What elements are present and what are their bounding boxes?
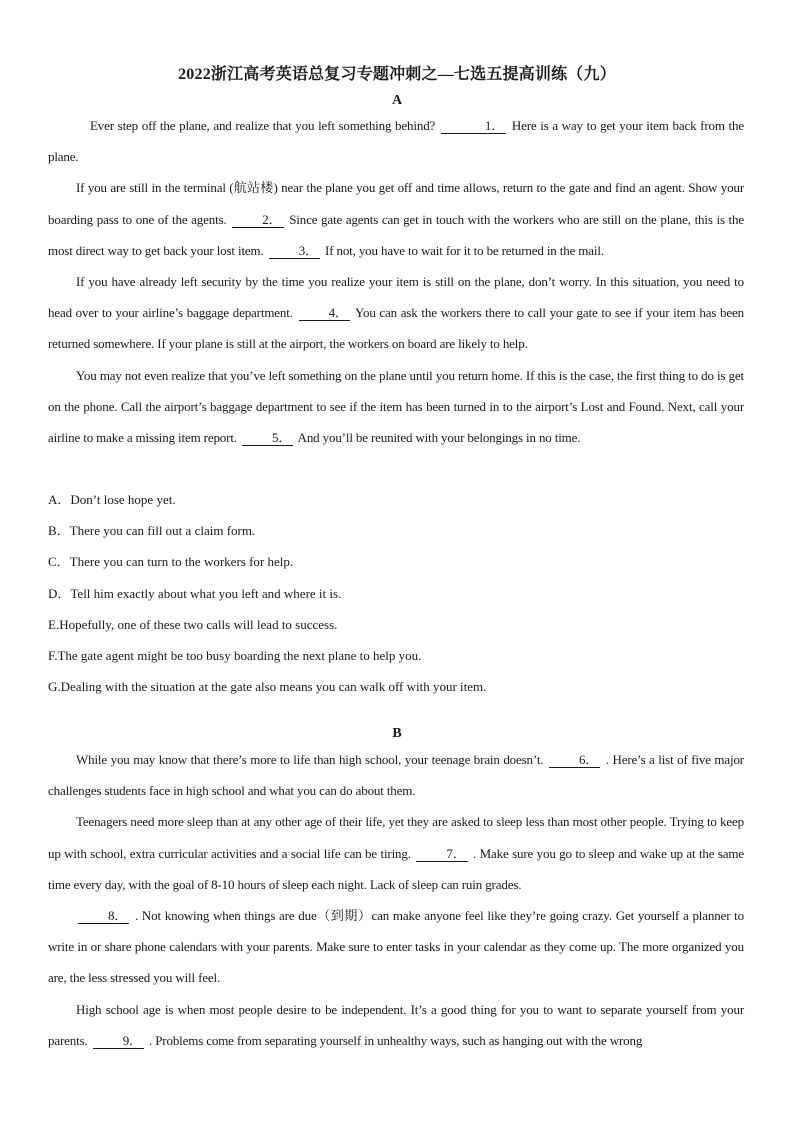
option-b: B．There you can fill out a claim form. [48,523,256,539]
paragraph-text: . Here’s a list of five major challenges students face in high school and what you can do about them. [48,752,744,799]
section-a-passage [48,110,744,453]
option-g: G.Dealing with the situation at the gate also means you can walk off with your item. [48,679,487,695]
passage-a-paragraph-1 [48,110,744,172]
passage-a-paragraph-4 [48,360,744,454]
passage-a-paragraph-2 [48,172,744,266]
answer-blank-5[interactable]: 5． [242,431,293,446]
passage-b-paragraph-1 [48,744,744,806]
paragraph-text: While you may know that there’s more to life than high school, your teenage brain doesn’t. [76,752,544,767]
section-b-label: B [392,726,402,741]
option-f: F.The gate agent might be too busy boarding the next plane to help you. [48,648,422,664]
answer-blank-1[interactable]: 1． [441,119,506,134]
passage-b-paragraph-4 [48,994,744,1056]
section-a-label: A [391,93,403,108]
paragraph-text: You may not even realize that you’ve left something on the plane until you return home. If this is the case, the first thing to do is get on the phone. Call the airport’s baggage department to see if the item has been turned in to the airport’s Lost and Found. Next, call your airline to make a missing item report. [48,367,744,446]
option-a: A．Don’t lose hope yet. [48,492,176,507]
paragraph-text: If not, you have to wait for it to be returned in the mail. [325,242,604,258]
passage-b-paragraph-3 [48,900,744,994]
answer-blank-9[interactable]: 9． [93,1034,144,1049]
paragraph-text: . Not knowing when things are due（到期）can make anyone feel like they’re going crazy. Get yourself a planner to write in or share phone calendars with your parents. Make sure to enter tasks in your calendar as they come up. The more organized you are, the less stressed you will feel. [48,908,744,986]
answer-blank-6[interactable]: 6． [549,753,600,768]
paragraph-text: And you’ll be reunited with your belongings in no time. [297,430,581,446]
paragraph-text: You can ask the workers there to call your gate to see if your item has been returned somewhere. If your plane is still at the airport, the workers on board are likely to help. [48,305,744,352]
section-b-passage [48,744,744,1056]
paragraph-text: . Make sure you go to sleep and wake up at the same time every day, with the goal of 8-10 hours of sleep each night. Lack of sleep can ruin grades. [48,845,744,892]
paragraph-text: Teenagers need more sleep than at any other age of their life, yet they are asked to sleep less than most other people. Trying to keep up with school, extra curricular activities and a social life can be tiring. [48,814,744,861]
paragraph-text: High school age is when most people desire to be independent. It’s a good thing for you to want to separate yourself from your parents. [48,1001,744,1048]
paragraph-text: Ever step off the plane, and realize that you left something behind? [90,118,436,133]
answer-blank-4[interactable]: 4． [299,306,350,321]
page-title: 2022浙江高考英语总复习专题冲刺之—七选五提高训练（九） [178,66,616,83]
passage-b-paragraph-2 [48,806,744,900]
paragraph-text: Here is a way to get your item back from the plane. [48,118,744,165]
answer-blank-7[interactable]: 7． [416,847,467,862]
answer-blank-2[interactable]: 2． [232,213,283,228]
answer-blank-8[interactable]: 8． [78,909,129,924]
passage-a-paragraph-3 [48,266,744,360]
option-c: C．There you can turn to the workers for help. [48,554,294,570]
paragraph-text: Since gate agents can get in touch with the workers who are still on the plane, this is the most direct way to get back your lost item. [48,211,744,258]
option-e: E.Hopefully, one of these two calls will lead to success. [48,616,338,632]
paragraph-text: . Problems come from separating yourself in unhealthy ways, such as hanging out with the wrong [149,1032,643,1048]
section-a-options [48,484,744,702]
paragraph-text: If you are still in the terminal (航站楼) near the plane you get off and time allows, return to the gate and find an agent. Show your boarding pass to one of the agents. [48,180,744,227]
answer-blank-3[interactable]: 3． [269,244,320,259]
option-d: D．Tell him exactly about what you left and where it is. [48,585,342,601]
paragraph-text: If you have already left security by the time you realize your item is still on the plane, don’t worry. In this situation, you need to head over to your airline’s baggage department. [48,274,744,321]
